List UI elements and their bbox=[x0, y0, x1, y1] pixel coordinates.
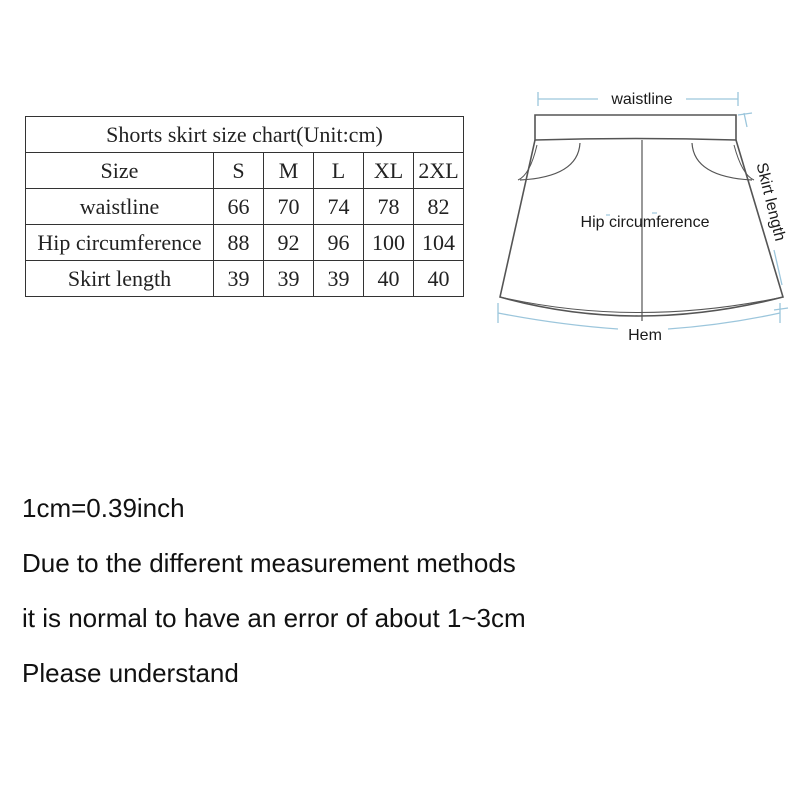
size-chart-table bbox=[25, 116, 464, 297]
note-error-range: it is normal to have an error of about 1~3cm bbox=[22, 603, 526, 633]
header-size-label: Size bbox=[26, 153, 214, 189]
table-cell: 74 bbox=[314, 189, 364, 225]
table-title-row bbox=[26, 117, 464, 153]
note-conversion: 1cm=0.39inch bbox=[22, 493, 185, 523]
table-cell: 39 bbox=[314, 261, 364, 297]
table-cell: 92 bbox=[264, 225, 314, 261]
header-size-l: L bbox=[314, 153, 364, 189]
table-cell: 104 bbox=[414, 225, 464, 261]
row-label: Hip circumference bbox=[26, 225, 214, 261]
header-size-m: M bbox=[264, 153, 314, 189]
table-cell: 96 bbox=[314, 225, 364, 261]
header-size-2xl: 2XL bbox=[414, 153, 464, 189]
row-label: waistline bbox=[26, 189, 214, 225]
skirt-measurement-diagram bbox=[490, 85, 795, 350]
table-cell: 70 bbox=[264, 189, 314, 225]
table-title: Shorts skirt size chart(Unit:cm) bbox=[26, 117, 464, 153]
table-cell: 66 bbox=[214, 189, 264, 225]
table-cell: 82 bbox=[414, 189, 464, 225]
waistline-label: waistline bbox=[611, 91, 673, 108]
note-please-understand: Please understand bbox=[22, 658, 239, 688]
table-header-row bbox=[26, 153, 464, 189]
hip-circumference-label: Hip circumference bbox=[580, 214, 710, 231]
table-row-hip bbox=[26, 225, 464, 261]
table-cell: 40 bbox=[414, 261, 464, 297]
skirt-length-label: Skirt length bbox=[752, 161, 789, 243]
table-row-waistline bbox=[26, 189, 464, 225]
table-cell: 88 bbox=[214, 225, 264, 261]
table-cell: 39 bbox=[264, 261, 314, 297]
table-cell: 78 bbox=[364, 189, 414, 225]
hem-label: Hem bbox=[628, 327, 662, 344]
table-row-skirt-length bbox=[26, 261, 464, 297]
note-measurement-methods: Due to the different measurement methods bbox=[22, 548, 516, 578]
header-size-xl: XL bbox=[364, 153, 414, 189]
header-size-s: S bbox=[214, 153, 264, 189]
table-cell: 100 bbox=[364, 225, 414, 261]
table-cell: 39 bbox=[214, 261, 264, 297]
size-notes bbox=[22, 488, 526, 708]
row-label: Skirt length bbox=[26, 261, 214, 297]
table-cell: 40 bbox=[364, 261, 414, 297]
